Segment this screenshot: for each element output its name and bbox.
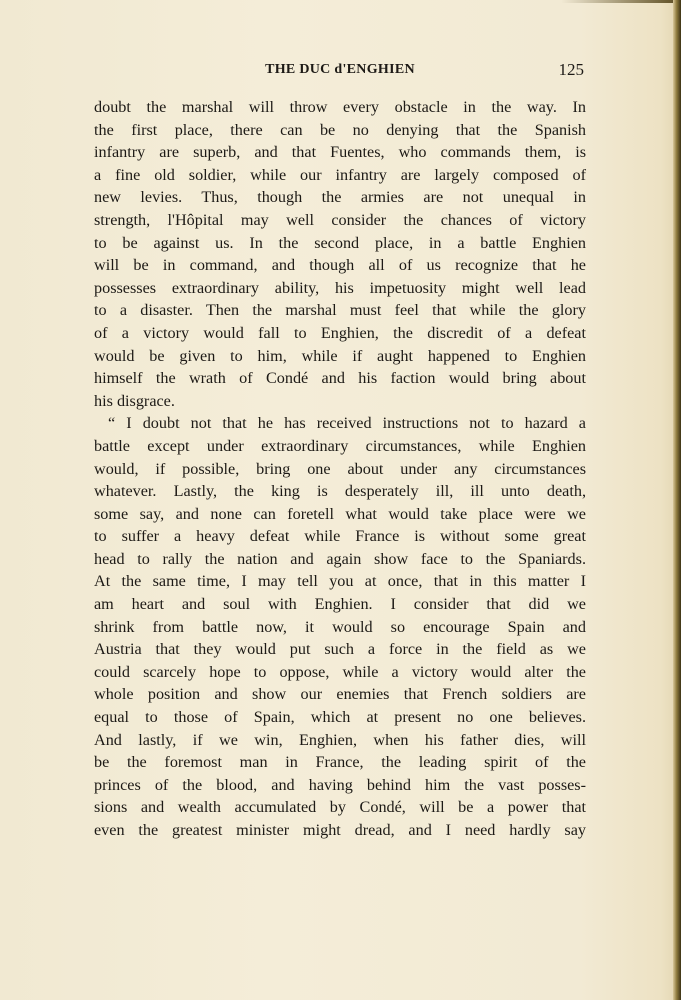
text-line: to suffer a heavy defeat while France is without some great	[94, 527, 586, 546]
text-line: whole position and show our enemies that French soldiers are	[94, 685, 586, 704]
text-line: strength, l'Hôpital may well consider the chances of victory	[94, 210, 586, 229]
text-line: to a disaster. Then the marshal must feel that while the glory	[94, 301, 586, 320]
text-line: his disgrace.	[94, 391, 175, 410]
text-line: of a victory would fall to Enghien, the discredit of a defeat	[94, 323, 586, 342]
text-line: equal to those of Spain, which at present no one believes.	[94, 708, 586, 727]
text-line: princes of the blood, and having behind him the vast posses-	[94, 775, 586, 794]
text-line: doubt the marshal will throw every obstacle in the way. In	[94, 98, 586, 116]
text-line: And lastly, if we win, Enghien, when his father dies, will	[94, 730, 586, 749]
page-right-edge-shadow	[673, 0, 681, 1000]
text-line: the first place, there can be no denying that the Spanish	[94, 120, 586, 139]
text-line: infantry are superb, and that Fuentes, who commands them, is	[94, 143, 586, 162]
text-line: whatever. Lastly, the king is desperately ill, ill unto death,	[94, 482, 586, 501]
text-line: would be given to him, while if aught happened to Enghien	[94, 346, 586, 365]
text-line: At the same time, I may tell you at once, that in this matter I	[94, 572, 586, 591]
text-line: will be in command, and though all of us recognize that he	[94, 256, 586, 275]
text-line: himself the wrath of Condé and his faction would bring about	[94, 369, 586, 388]
text-line: would, if possible, bring one about under any circumstances	[94, 459, 586, 478]
text-line: possesses extraordinary ability, his impetuosity might well lead	[94, 278, 586, 297]
text-line: battle except under extraordinary circumstances, while Enghien	[94, 436, 586, 455]
text-line: Austria that they would put such a force in the field as we	[94, 640, 586, 659]
text-line: be the foremost man in France, the leading spirit of the	[94, 753, 586, 772]
page-top-edge-shadow	[561, 0, 681, 3]
body-text	[94, 96, 586, 842]
page-number: 125	[558, 60, 584, 79]
text-line: to be against us. In the second place, in a battle Enghien	[94, 233, 586, 252]
text-line: could scarcely hope to oppose, while a victory would alter the	[94, 662, 586, 681]
text-line: head to rally the nation and again show face to the Spaniards.	[94, 549, 586, 568]
text-line: shrink from battle now, it would so encourage Spain and	[94, 617, 586, 636]
text-line: sions and wealth accumulated by Condé, will be a power that	[94, 798, 586, 817]
text-line: even the greatest minister might dread, and I need hardly say	[94, 821, 586, 839]
running-title: THE DUC d'ENGHIEN	[265, 62, 415, 77]
running-head	[94, 58, 586, 84]
text-line: “ I doubt not that he has received instructions not to hazard a	[108, 414, 586, 433]
text-line: some say, and none can foretell what would take place were we	[94, 504, 586, 523]
text-line: am heart and soul with Enghien. I consider that did we	[94, 595, 586, 614]
text-line: new levies. Thus, though the armies are not unequal in	[94, 188, 586, 207]
text-line: a fine old soldier, while our infantry are largely composed of	[94, 165, 586, 184]
